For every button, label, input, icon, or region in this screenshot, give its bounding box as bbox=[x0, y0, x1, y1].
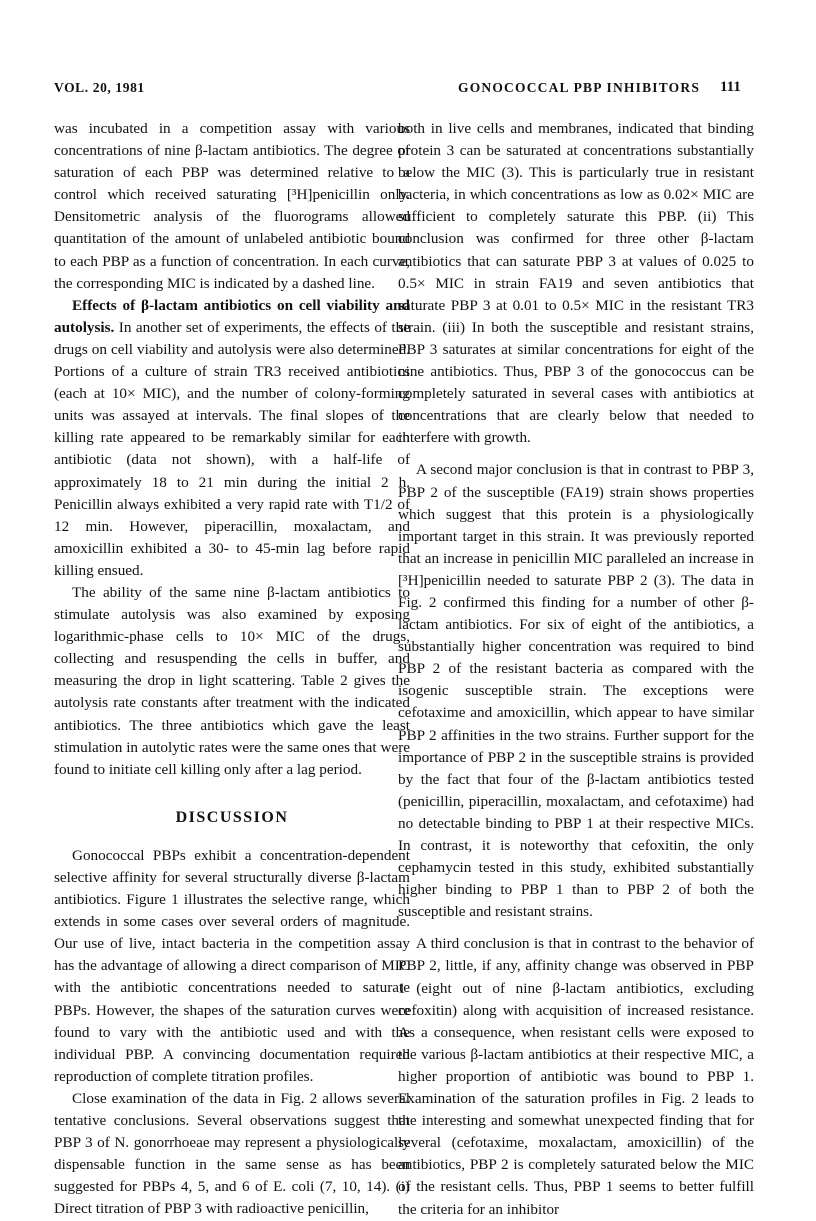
running-title: GONOCOCCAL PBP INHIBITORS bbox=[458, 80, 701, 95]
page-number: 111 bbox=[720, 79, 741, 95]
paragraph-pbp3-conclusions: Close examination of the data in Fig. 2 allows several tentative conclusions. Several observations suggest that PBP 3 of N. gonorrhoeae may represent a physiologically dispensable function in the same sense as has been suggested for PBPs 4, 5, and 6 of E. coli (7, 10, 14). (i) Direct titration of PBP 3 with radioactive penicillin, bbox=[54, 1089, 410, 1218]
paragraph-pbp3-continued: both in live cells and membranes, indicated that binding protein 3 can be saturated at concentrations substantially below the MIC (3). This is particularly true in resistant bacteria, in which concentrations as low as 0.02× MIC are sufficient to completely saturate this PBP. (ii) This conclusion was confirmed for three other β-lactam antibiotics that can saturate PBP 3 at values of 0.025 to 0.5× MIC in strain FA19 and seven antibiotics that saturate PBP 3 at 0.01 to 0.5× MIC in the resistant TR3 strain. (iii) In both the susceptible and resistant strains, PBP 3 saturates at similar concentrations for eight of the nine antibiotics. Thus, PBP 3 of the gonococcus can be completely saturated in several cases with antibiotics at concentrations that are clearly below that needed to interfere with growth. bbox=[398, 120, 754, 447]
running-header bbox=[0, 80, 816, 102]
right-column bbox=[398, 118, 754, 1221]
paragraph-gap bbox=[398, 449, 754, 459]
paragraph-methods-continued: was incubated in a competition assay with various concentrations of nine β-lactam antibiotics. The degree of saturation of each PBP was determined relative to a control which received saturating [³H]penicillin only. Densitometric analysis of the fluorograms allowed quantitation of the amount of unlabeled antibiotic bound to each PBP as a function of concentration. In each curve, the corresponding MIC is indicated by a dashed line. bbox=[54, 120, 410, 292]
paragraph-pbp2-conclusion: A second major conclusion is that in contrast to PBP 3, PBP 2 of the susceptible (FA19) strain shows properties which suggest that this protein is a physiologically important target in this strain. It was previously reported that an increase in penicillin MIC paralleled an increase in [³H]penicillin needed to saturate PBP 2 (3). The data in Fig. 2 confirmed this finding for a number of other β-lactam antibiotics. For six of eight of the antibiotics, a substantially higher concentration was required to bind PBP 2 of the resistant bacteria as compared with the isogenic susceptible strain. The exceptions were cefotaxime and amoxicillin, which appear to have similar PBP 2 affinities in the two strains. Further support for the importance of PBP 2 in the susceptible strains is provided by the fact that four of the β-lactam antibiotics tested (penicillin, piperacillin, moxalactam, and cefotaxime) had no detectable binding to PBP 1 at their respective MICs. In contrast, it is noteworthy that cefoxitin, the only cephamycin tested in this study, exhibited substantially higher binding to PBP 1 than to PBP 2 of both the susceptible and resistant strains. bbox=[398, 461, 754, 921]
paragraph-discussion-intro: Gonococcal PBPs exhibit a concentration-dependent selective affinity for several structurally diverse β-lactam antibiotics. Figure 1 illustrates the selective range, which extends in some cases over several orders of magnitude. Our use of live, intact bacteria in the competition assay has the advantage of allowing a direct comparison of MIC with the antibiotic concentrations needed to saturate PBPs. However, the shapes of the saturation curves were found to vary with the antibiotic used and with the individual PBP. A convincing documentation required reproduction of complete titration profiles. bbox=[54, 846, 410, 1085]
paragraph-viability-body: In another set of experiments, the effects of the drugs on cell viability and autolysis were also determined. Portions of a culture of strain TR3 received antibiotics (each at 10× MIC), and the number of colony-forming units was assayed at intervals. The final slopes of the killing rate appeared to be remarkably similar for each antibiotic (data not shown), with a half-life of approximately 18 to 21 min during the initial 2 h. Penicillin always exhibited a very rapid rate with T1/2 of 12 min. However, piperacillin, moxalactam, and amoxicillin exhibited a 30- to 45-min lag before rapid killing ensued. bbox=[54, 318, 410, 579]
paragraph-pbp1-conclusion: A third conclusion is that in contrast to the behavior of PBP 2, little, if any, affinity change was observed in PBP 1 (eight out of nine β-lactam antibiotics, excluding cefoxitin) along with acquisition of increased resistance. As a consequence, when resistant cells were exposed to the various β-lactam antibiotics at their respective MIC, a higher proportion of antibiotic was bound to PBP 1. Examination of the saturation profiles in Fig. 2 leads to the interesting and somewhat unexpected finding that for several (cefotaxime, moxalactam, amoxicillin) of the antibiotics, PBP 2 is completely saturated below the MIC of the resistant cells. Thus, PBP 1 seems to better fulfill the criteria for an inhibitor bbox=[398, 935, 754, 1218]
paragraph-autolysis-stimulation: The ability of the same nine β-lactam antibiotics to stimulate autolysis was also examined by exposing logarithmic-phase cells to 10× MIC of the drugs, collecting and resuspending the cells in buffer, and measuring the drop in light scattering. Table 2 gives the autolysis rate constants after treatment with the indicated antibiotics. The three antibiotics which gave the least stimulation in autolytic rates were the same ones that were found to initiate cell killing only after a lag period. bbox=[54, 583, 410, 778]
paragraph-gap bbox=[398, 923, 754, 933]
runin-heading-viability: Effects of β-lactam antibiotics on cell viability and autolysis. bbox=[54, 296, 410, 336]
volume-label: VOL. 20, 1981 bbox=[54, 80, 145, 95]
paragraph-viability-autolysis bbox=[54, 295, 410, 582]
section-heading-discussion: DISCUSSION bbox=[175, 808, 289, 826]
left-column bbox=[54, 118, 410, 1221]
